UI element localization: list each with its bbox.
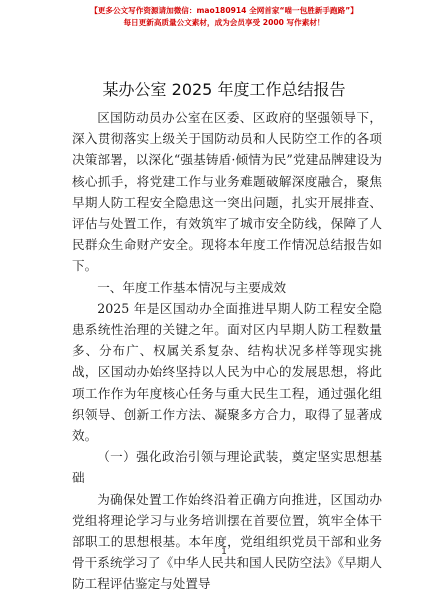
document-body bbox=[72, 107, 382, 595]
promo-banner-line-2: 每日更新高质量公文素材，成为会员享受 2000 写作素材！ bbox=[123, 18, 325, 27]
section-heading: 一、年度工作基本情况与主要成效 bbox=[97, 279, 287, 295]
section-paragraph: 2025 年是区国动办全面推进早期人防工程安全隐患系统性治理的关键之年。面对区内早期人防工程数量多、分布广、权属关系复杂、结构状况多样等现实挑战，区国动办始终坚持以人民为中心的发展思想，将此项工作作为年度核心任务与重大民生工程，通过强化组织领导、创新工作方法、凝聚多方合力，取得了显著成效。 bbox=[72, 300, 382, 444]
intro-paragraph: 区国防动员办公室在区委、区政府的坚强领导下，深入贯彻落实上级关于国防动员和人民防空工作的各项决策部署，以深化“强基铸盾·倾情为民”党建品牌建设为核心抓手，将党建工作与业务难题破解深度融合，聚焦早期人防工程安全隐患这一突出问题，扎实开展排查、评估与处置工作，有效筑牢了城市安全防线，保障了人民群众生命财产安全。现将本年度工作情况总结报告如下。 bbox=[72, 110, 382, 274]
page-number: 1 bbox=[221, 547, 227, 557]
promo-banner-line-1: 【更多公文写作资源请加微信：mao180914 全网首家“喵一包胜新手跑路”】 bbox=[90, 6, 358, 15]
subsection-paragraph: 为确保处置工作始终沿着正确方向推进，区国动办党组将理论学习与业务培训摆在首要位置，筑牢全体干部职工的思想根基。本年度，党组组织党员干部和业务骨干系统学习了《中华人民共和国人民防空法》《早期人防工程评估鉴定与处置导 bbox=[72, 491, 382, 592]
subsection-heading: （一）强化政治引领与理论武装，奠定坚实思想基础 bbox=[72, 449, 382, 486]
document-title: 某办公室 2025 年度工作总结报告 bbox=[102, 80, 346, 99]
